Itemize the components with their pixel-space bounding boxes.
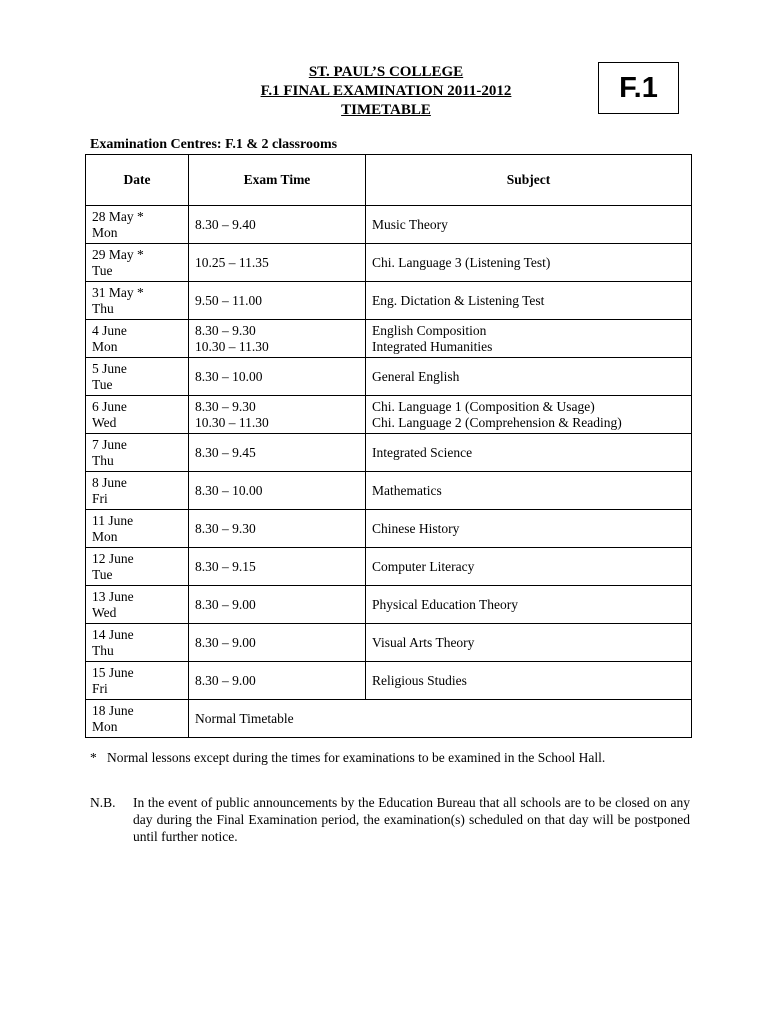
subject-text: Visual Arts Theory	[372, 634, 475, 650]
date-text: 8 June	[92, 474, 127, 490]
subject-cell	[366, 472, 692, 510]
exam-timetable	[85, 154, 692, 738]
subject-text: Chinese History	[372, 520, 460, 536]
exam-time-text: 10.25 – 11.35	[195, 254, 269, 270]
normal-timetable-cell: Normal Timetable	[189, 700, 692, 738]
exam-time-text: 8.30 – 9.30	[195, 398, 256, 414]
date-cell	[86, 434, 189, 472]
subject-text: Computer Literacy	[372, 558, 475, 574]
subject-text: General English	[372, 368, 460, 384]
table-row	[86, 472, 692, 510]
table-row	[86, 320, 692, 358]
subject-cell	[366, 396, 692, 434]
time-cell	[189, 396, 366, 434]
date-text: 11 June	[92, 512, 134, 528]
exam-time-text: 8.30 – 9.15	[195, 558, 256, 574]
day-text: Wed	[92, 414, 117, 430]
subject-cell	[366, 586, 692, 624]
day-text: Mon	[92, 338, 118, 354]
exam-time-text: 8.30 – 9.00	[195, 672, 256, 688]
table-header-row	[86, 155, 692, 206]
footnote-mark: *	[90, 750, 97, 765]
exam-time-text: 8.30 – 9.30	[195, 520, 256, 536]
day-text: Thu	[92, 300, 114, 316]
exam-time-text: 8.30 – 9.30	[195, 322, 256, 338]
subject-cell	[366, 244, 692, 282]
subject-cell	[366, 358, 692, 396]
date-cell	[86, 320, 189, 358]
footnote-text: Normal lessons except during the times for examinations to be examined in the School Hall.	[107, 750, 606, 765]
subject-text: Chi. Language 1 (Composition & Usage)	[372, 398, 595, 414]
time-cell	[189, 358, 366, 396]
subject-cell	[366, 320, 692, 358]
time-column-header: Exam Time	[189, 155, 366, 206]
date-cell	[86, 548, 189, 586]
nota-bene	[90, 794, 690, 845]
date-text: 15 June	[92, 664, 134, 680]
day-text: Mon	[92, 528, 118, 544]
nb-mark: N.B.	[90, 795, 116, 810]
time-cell	[189, 244, 366, 282]
table-row	[86, 358, 692, 396]
nb-text: In the event of public announcements by the Education Bureau that all schools are to be closed on any day during the Final Examination period, the examination(s) scheduled on that day will be postponed until further notice.	[133, 795, 690, 844]
date-cell	[86, 358, 189, 396]
table-row	[86, 510, 692, 548]
time-cell	[189, 282, 366, 320]
exam-time-text: 8.30 – 9.45	[195, 444, 256, 460]
time-cell	[189, 472, 366, 510]
date-cell	[86, 396, 189, 434]
subject-cell	[366, 548, 692, 586]
subject-cell	[366, 510, 692, 548]
day-text: Tue	[92, 566, 113, 582]
exam-time-text: 10.30 – 11.30	[195, 338, 269, 354]
table-row	[86, 548, 692, 586]
date-cell	[86, 662, 189, 700]
date-cell	[86, 472, 189, 510]
table-row	[86, 662, 692, 700]
exam-time-text: 10.30 – 11.30	[195, 414, 269, 430]
day-text: Fri	[92, 490, 108, 506]
table-row	[86, 282, 692, 320]
document-title	[180, 63, 592, 120]
day-text: Tue	[92, 262, 113, 278]
exam-time-text: 8.30 – 10.00	[195, 368, 263, 384]
date-cell	[86, 624, 189, 662]
exam-title: F.1 FINAL EXAMINATION 2011-2012	[260, 83, 512, 99]
subject-text: English Composition	[372, 322, 487, 338]
date-text: 6 June	[92, 398, 127, 414]
subject-cell	[366, 662, 692, 700]
date-cell	[86, 244, 189, 282]
date-text: 31 May *	[92, 284, 144, 300]
time-cell	[189, 206, 366, 244]
date-text: 13 June	[92, 588, 134, 604]
day-text: Mon	[92, 224, 118, 240]
table-row	[86, 396, 692, 434]
subject-column-header: Subject	[366, 155, 692, 206]
table-row	[86, 586, 692, 624]
footnote	[90, 749, 690, 766]
subject-cell	[366, 434, 692, 472]
date-cell	[86, 206, 189, 244]
subject-text: Integrated Humanities	[372, 338, 493, 354]
day-text: Tue	[92, 376, 113, 392]
table-row-normal	[86, 700, 692, 738]
date-cell	[86, 586, 189, 624]
date-cell	[86, 282, 189, 320]
table-row	[86, 624, 692, 662]
date-text: 12 June	[92, 550, 134, 566]
subject-text: Eng. Dictation & Listening Test	[372, 292, 545, 308]
time-cell	[189, 320, 366, 358]
form-label-box	[598, 62, 679, 114]
date-text: 14 June	[92, 626, 134, 642]
exam-time-text: 8.30 – 10.00	[195, 482, 263, 498]
college-name: ST. PAUL’S COLLEGE	[308, 64, 464, 80]
day-text: Wed	[92, 604, 117, 620]
exam-time-text: 9.50 – 11.00	[195, 292, 262, 308]
examination-centres: Examination Centres: F.1 & 2 classrooms	[90, 137, 338, 152]
time-cell	[189, 586, 366, 624]
time-cell	[189, 434, 366, 472]
day-text: Thu	[92, 452, 114, 468]
time-cell	[189, 548, 366, 586]
table-row	[86, 206, 692, 244]
exam-time-text: 8.30 – 9.40	[195, 216, 256, 232]
date-text: 7 June	[92, 436, 127, 452]
time-cell	[189, 624, 366, 662]
table-row	[86, 244, 692, 282]
date-text: 5 June	[92, 360, 127, 376]
date-cell	[86, 510, 189, 548]
table-row	[86, 434, 692, 472]
form-label: F.1	[619, 71, 658, 104]
date-text: 4 June	[92, 322, 127, 338]
time-cell	[189, 662, 366, 700]
subject-cell	[366, 282, 692, 320]
exam-time-text: 8.30 – 9.00	[195, 634, 256, 650]
subject-text: Mathematics	[372, 482, 442, 498]
date-text: 28 May *	[92, 208, 144, 224]
subject-text: Religious Studies	[372, 672, 467, 688]
date-cell	[86, 700, 189, 738]
subject-text: Integrated Science	[372, 444, 473, 460]
day-text: Thu	[92, 642, 114, 658]
subject-text: Chi. Language 3 (Listening Test)	[372, 254, 551, 270]
timetable-heading: TIMETABLE	[341, 102, 431, 118]
day-text: Fri	[92, 680, 108, 696]
subject-text: Music Theory	[372, 216, 448, 232]
date-text: 29 May *	[92, 246, 144, 262]
subject-text: Physical Education Theory	[372, 596, 518, 612]
day-text: Mon	[92, 718, 118, 734]
subject-cell	[366, 206, 692, 244]
subject-cell	[366, 624, 692, 662]
subject-text: Chi. Language 2 (Comprehension & Reading)	[372, 414, 622, 430]
date-column-header: Date	[86, 155, 189, 206]
date-text: 18 June	[92, 702, 134, 718]
time-cell	[189, 510, 366, 548]
exam-time-text: 8.30 – 9.00	[195, 596, 256, 612]
